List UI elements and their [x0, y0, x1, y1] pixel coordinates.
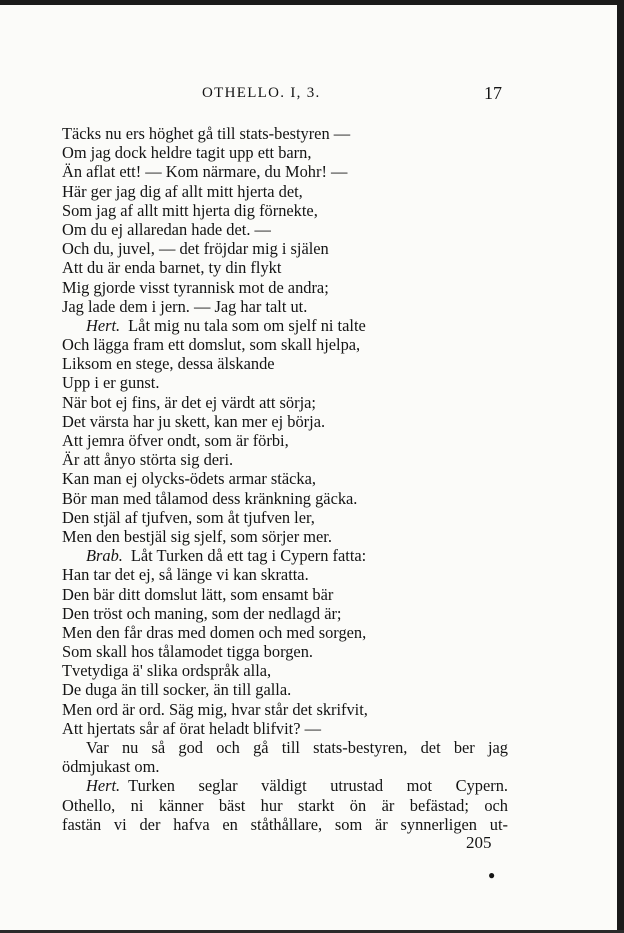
text-line — [62, 738, 508, 757]
text-line — [62, 776, 508, 795]
text-line — [62, 680, 508, 699]
line-text: Den bär ditt domslut lätt, som ensamt bär — [62, 584, 334, 604]
text-line — [62, 201, 508, 220]
text-line — [62, 757, 508, 776]
page-edge-right — [617, 0, 624, 933]
text-line — [62, 393, 508, 412]
line-text: Som jag af allt mitt hjerta dig förnekte, — [62, 200, 318, 220]
text-line — [62, 373, 508, 392]
speaker-name: Brab. — [86, 546, 123, 566]
speaker-name: Hert. — [86, 776, 121, 796]
line-text: Turken seglar väldigt utrustad mot Cypern. — [128, 776, 508, 796]
line-text: Täcks nu ers höghet gå till stats-bestyren — — [62, 124, 351, 143]
line-text: Jag lade dem i jern. — Jag har talt ut. — [62, 296, 308, 316]
text-line — [62, 220, 508, 239]
text-line — [62, 469, 508, 488]
line-text: Den tröst och maning, som der nedlagd är; — [62, 603, 342, 623]
line-text: Än aflat ett! — Kom närmare, du Mohr! — — [62, 162, 348, 182]
verse-text-block — [62, 124, 508, 834]
page-number: 17 — [484, 83, 502, 103]
text-line — [62, 335, 508, 354]
line-text: Othello, ni känner bäst hur starkt ön är befästad; och — [62, 795, 508, 815]
text-line — [62, 316, 508, 335]
line-text: fastän vi der hafva en ståthållare, som är synnerligen ut- — [62, 814, 508, 834]
text-line — [62, 565, 508, 584]
line-text: Liksom en stege, dessa älskande — [62, 354, 275, 374]
line-text: Att hjertats sår af örat heladt blifvit? — — [62, 718, 321, 738]
text-line — [62, 124, 508, 143]
text-line — [62, 508, 508, 527]
text-line — [62, 412, 508, 431]
line-text: Bör man med tålamod dess kränkning gäcka. — [62, 488, 358, 508]
line-text: Och lägga fram ett domslut, som skall hjelpa, — [62, 335, 361, 355]
line-text: Tvetydiga ä' slika ordspråk alla, — [62, 661, 272, 681]
line-text: Men den får dras med domen och med sorgen, — [62, 622, 367, 642]
text-line — [62, 585, 508, 604]
text-line — [62, 239, 508, 258]
page-edge-top — [0, 0, 624, 5]
line-text: Kan man ej olycks-ödets armar stäcka, — [62, 469, 316, 489]
text-line — [62, 546, 508, 565]
line-text: Om jag dock heldre tagit upp ett barn, — [62, 143, 312, 163]
text-line — [62, 489, 508, 508]
line-text: Upp i er gunst. — [62, 373, 160, 393]
line-text: Här ger jag dig af allt mitt hjerta det, — [62, 181, 303, 201]
text-line — [62, 162, 508, 181]
text-line — [62, 604, 508, 623]
line-text: Men ord är ord. Säg mig, hvar står det skrifvit, — [62, 699, 368, 719]
line-text: Är att ånyo störta sig deri. — [62, 450, 234, 470]
printer-mark: ● — [488, 868, 496, 882]
line-text: Om du ej allaredan hade det. — — [62, 219, 271, 239]
line-text: De duga än till socker, än till galla. — [62, 680, 292, 700]
text-line — [62, 143, 508, 162]
text-line — [62, 642, 508, 661]
line-text: Men den bestjäl sig sjelf, som sörjer mer. — [62, 526, 332, 546]
text-line — [62, 278, 508, 297]
text-line — [62, 431, 508, 450]
line-text: Mig gjorde visst tyrannisk mot de andra; — [62, 277, 329, 297]
line-text: Han tar det ej, så länge vi kan skratta. — [62, 565, 309, 585]
line-text: Den stjäl af tjufven, som åt tjufven ler, — [62, 507, 315, 527]
text-line — [62, 719, 508, 738]
running-header-title: OTHELLO. I, 3. — [202, 85, 321, 101]
text-line — [62, 297, 508, 316]
text-line — [62, 661, 508, 680]
text-line — [62, 354, 508, 373]
text-line — [62, 258, 508, 277]
line-text: Var nu så god och gå till stats-bestyren, det ber jag — [86, 738, 508, 757]
line-text: ödmjukast om. — [62, 757, 160, 777]
line-text: Låt mig nu tala som om sjelf ni talte — [128, 315, 366, 335]
line-text: Att jemra öfver ondt, som är förbi, — [62, 431, 289, 450]
line-text: Som skall hos tålamodet tigga borgen. — [62, 642, 313, 662]
line-text: När bot ej fins, är det ej värdt att sörja; — [62, 392, 316, 412]
text-line — [62, 815, 508, 834]
line-text: Det värsta har ju skett, kan mer ej börja. — [62, 411, 326, 431]
speaker-name: Hert. — [86, 315, 121, 335]
text-line — [62, 623, 508, 642]
text-line — [62, 700, 508, 719]
text-line — [62, 796, 508, 815]
line-text: Låt Turken då ett tag i Cypern fatta: — [130, 546, 367, 566]
signature-mark: 205 — [466, 833, 492, 852]
text-line — [62, 450, 508, 469]
line-text: Att du är enda barnet, ty din flykt — [62, 258, 282, 278]
line-text: Och du, juvel, — det fröjdar mig i själen — [62, 239, 329, 259]
text-line — [62, 527, 508, 546]
text-line — [62, 182, 508, 201]
